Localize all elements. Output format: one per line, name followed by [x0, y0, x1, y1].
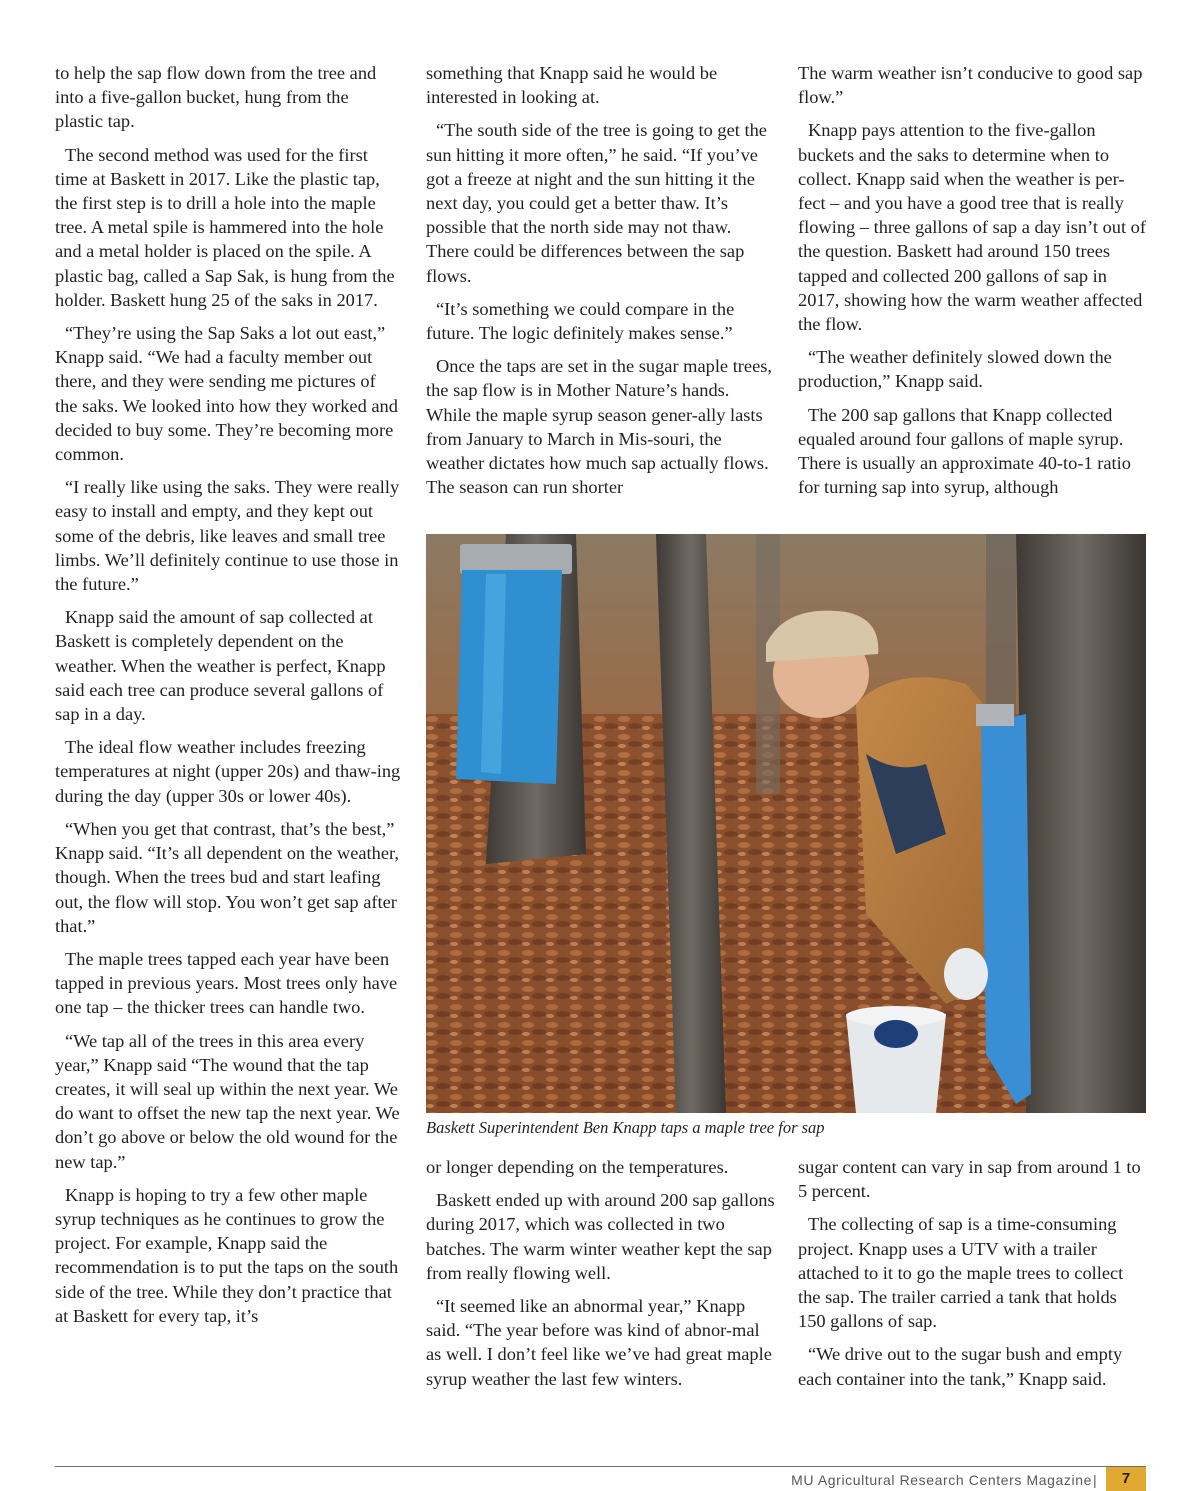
- paragraph: The warm weather isn’t conducive to good sap flow.”: [798, 63, 1143, 108]
- paragraph: “The south side of the tree is going to get the sun hitting it more often,” he said. “If you’ve got a freeze at night and the sun hitting it the next day, you could get a better thaw. It’s possible that the north side may not thaw. There could be differences between the sap flows.: [426, 120, 767, 286]
- article-photo: [426, 534, 1146, 1113]
- article-column-2-continued: [426, 1155, 776, 1400]
- footer-publication-title: MU Agricultural Research Centers Magazine: [791, 1472, 1092, 1488]
- article-column-3-continued: [798, 1155, 1146, 1400]
- article-column-2: [426, 61, 776, 508]
- paragraph: Knapp said the amount of sap collected at Baskett is completely dependent on the weather. When the weather is perfect, Knapp said each tree can produce several gallons of sap in a day.: [55, 607, 386, 725]
- article-column-1: [55, 61, 401, 1337]
- paragraph: “It seemed like an abnormal year,” Knapp said. “The year before was kind of abnor-mal as well. I don’t feel like we’ve had great maple syrup weather the last few winters.: [426, 1296, 772, 1389]
- paragraph: The maple trees tapped each year have been tapped in previous years. Most trees only have one tap – the thicker trees can handle two.: [55, 948, 398, 1018]
- paragraph: The ideal flow weather includes freezing temperatures at night (upper 20s) and thaw-ing during the day (upper 30s or lower 40s).: [55, 737, 401, 806]
- paragraph: Knapp is hoping to try a few other maple syrup techniques as he continues to grow the project. For example, Knapp said the recommendation is to put the taps on the south side of the tree. While they don’t practice that at Baskett for every tap, it’s: [55, 1184, 399, 1326]
- paragraph: or longer depending on the temperatures.: [426, 1157, 729, 1177]
- paragraph: “When you get that contrast, that’s the best,” Knapp said. “It’s all dependent on the weather, though. When the trees bud and start leafing out, the flow will stop. You won’t get sap after that.”: [55, 818, 399, 936]
- paragraph: “I really like using the saks. They were really easy to install and empty, and they kept out some of the debris, like leaves and small tree limbs. We’ll definitely continue to use those in the future.”: [55, 477, 400, 595]
- paragraph: The collecting of sap is a time-consuming project. Knapp uses a UTV with a trailer attached to it to go the maple trees to collect the sap. The trailer carried a tank that holds 150 gallons of sap.: [798, 1214, 1124, 1332]
- paragraph: The 200 sap gallons that Knapp collected equaled around four gallons of maple syrup. There is usually an approximate 40-to-1 ratio for turning sap into syrup, although: [798, 404, 1131, 498]
- footer-separator: |: [1093, 1472, 1097, 1488]
- paragraph: something that Knapp said he would be interested in looking at.: [426, 63, 718, 108]
- photo-caption: Baskett Superintendent Ben Knapp taps a maple tree for sap: [426, 1118, 825, 1137]
- footer-divider: [55, 1466, 1146, 1467]
- paragraph: Baskett ended up with around 200 sap gallons during 2017, which was collected in two batches. The warm winter weather kept the sap from really flowing well.: [426, 1190, 775, 1283]
- paragraph: Once the taps are set in the sugar maple trees, the sap flow is in Mother Nature’s hands. While the maple syrup season gener-ally lasts from January to March in Mis-souri, the weather dictates how much sap actually flows. The season can run shorter: [426, 356, 773, 498]
- paragraph: “It’s something we could compare in the future. The logic definitely makes sense.”: [426, 298, 735, 344]
- paragraph: The second method was used for the first time at Baskett in 2017. Like the plastic tap, the first step is to drill a hole into the maple tree. A metal spile is hammered into the hole and a metal holder is placed on the spile. A plastic bag, called a Sap Sak, is hung from the holder. Baskett hung 25 of the saks in 2017.: [55, 144, 395, 310]
- paragraph: to help the sap flow down from the tree and into a five-gallon bucket, hung from the plastic tap.: [55, 63, 377, 132]
- page-number: 7: [1106, 1467, 1146, 1491]
- paragraph: “They’re using the Sap Saks a lot out east,” Knapp said. “We had a faculty member out there, and they were sending me pictures of the saks. We looked into how they worked and decided to buy some. They’re becoming more common.: [55, 323, 398, 465]
- paragraph: “We tap all of the trees in this area every year,” Knapp said “The wound that the tap creates, it will seal up within the next year. We do want to offset the new tap the next year. We don’t go above or below the old wound for the new tap.”: [55, 1030, 400, 1172]
- paragraph: “We drive out to the sugar bush and empty each container into the tank,” Knapp said.: [798, 1344, 1123, 1389]
- paragraph: Knapp pays attention to the five-gallon buckets and the saks to determine when to collect. Knapp said when the weather is per-fect – and you have a good tree that is really flowing – three gallons of sap a day isn’t out of the question. Baskett had around 150 trees tapped and collected 200 gallons of sap in 2017, showing how the warm weather affected the flow.: [798, 120, 1146, 335]
- paragraph: “The weather definitely slowed down the production,” Knapp said.: [798, 347, 1112, 392]
- article-column-3: [798, 61, 1146, 508]
- paragraph: sugar content can vary in sap from around 1 to 5 percent.: [798, 1157, 1141, 1202]
